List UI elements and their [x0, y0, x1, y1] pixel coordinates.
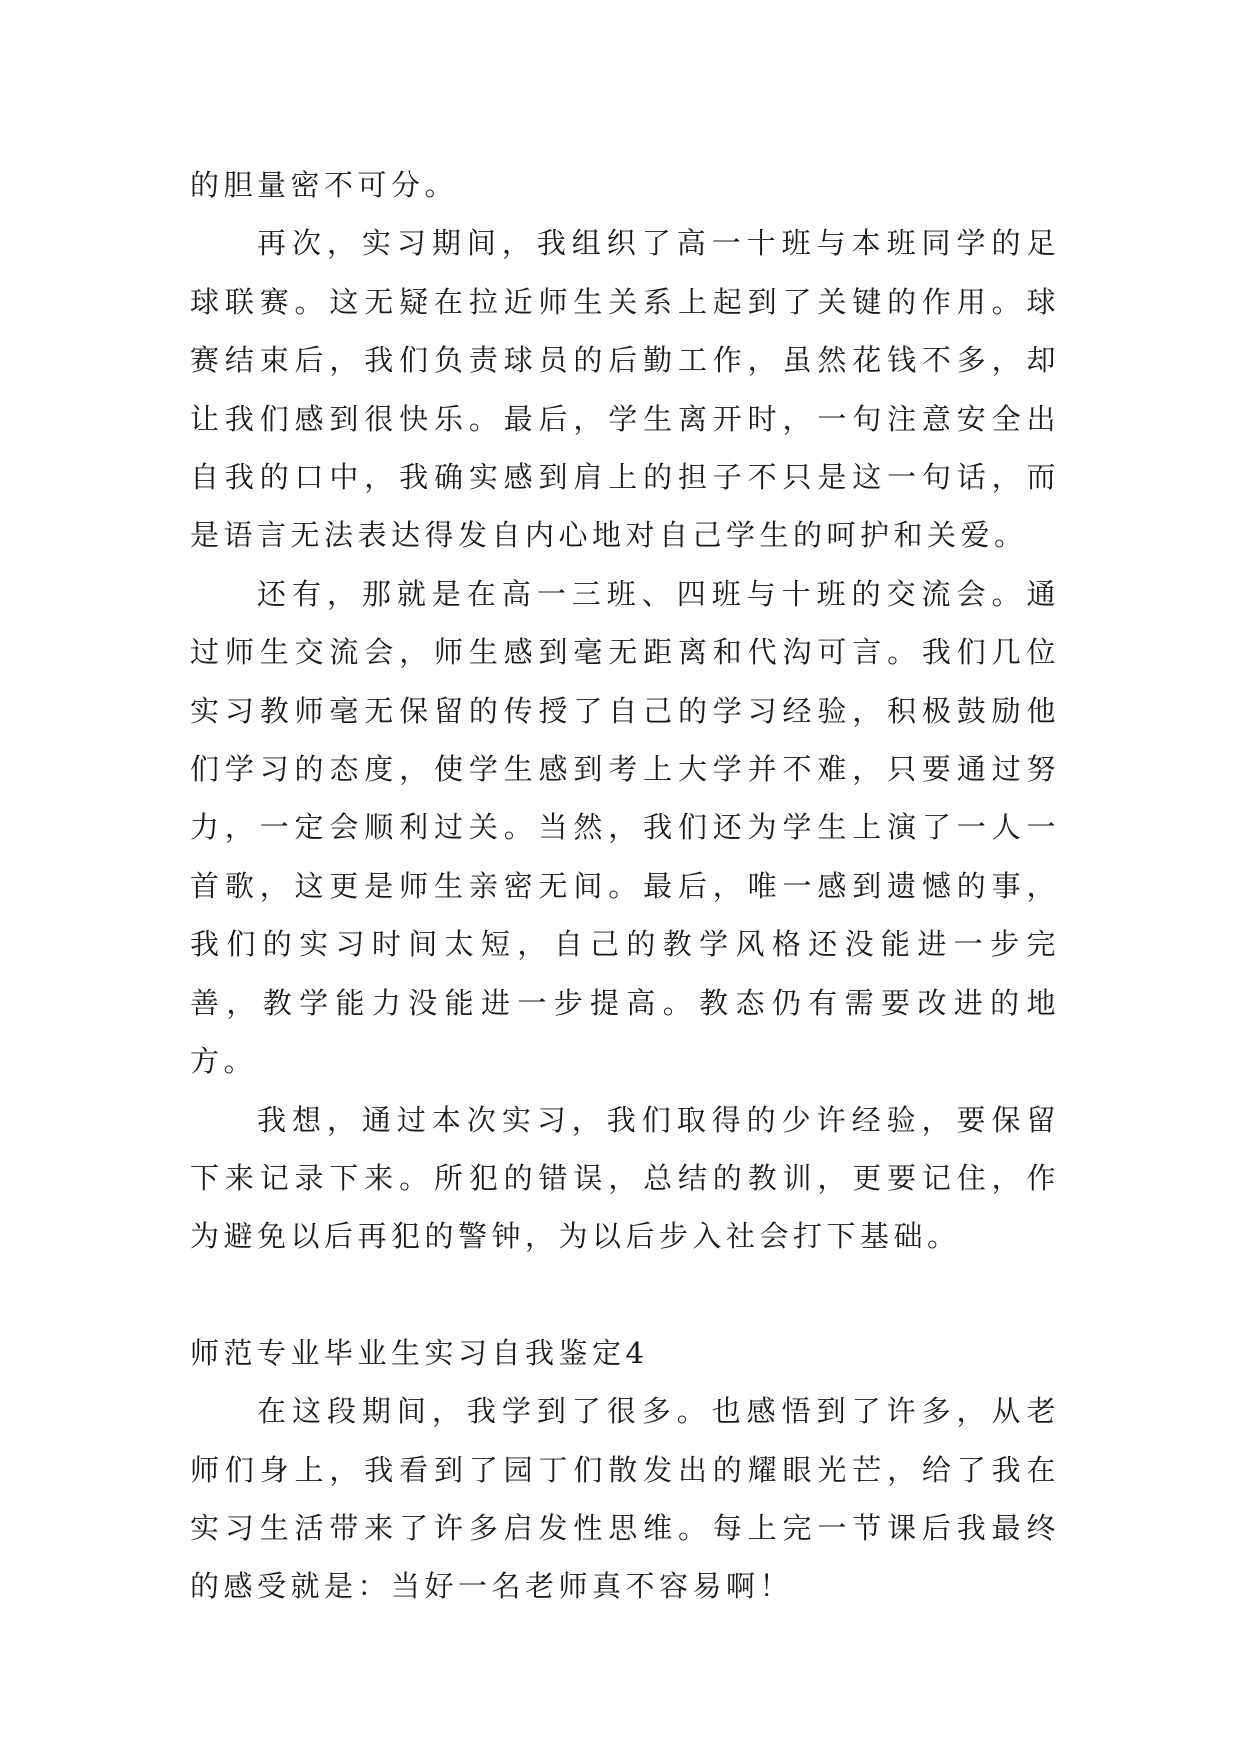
paragraph-exchange-meeting: 还有，那就是在高一三班、四班与十班的交流会。通过师生交流会，师生感到毫无距离和代沟可言。我们几位实习教师毫无保留的传授了自己的学习经验，积极鼓励他们学习的态度，使学生感到考上大学并不难，只要通过努力，一定会顺利过关。当然，我们还为学生上演了一人一首歌，这更是师生亲密无间。最后，唯一感到遗憾的事，我们的实习时间太短，自己的教学风格还没能进一步完善，教学能力没能进一步提高。教态仍有需要改进的地方。 — [190, 576, 1060, 1079]
section-heading: 师范专业毕业生实习自我鉴定4 — [190, 1335, 649, 1370]
paragraph-reflection: 我想，通过本次实习，我们取得的少许经验，要保留下来记录下来。所犯的错误，总结的教训，更要记住，作为避免以后再犯的警钟，为以后步入社会打下基础。 — [190, 1102, 1060, 1254]
document-body — [190, 156, 1060, 1616]
paragraph-continuation: 的胆量密不可分。 — [190, 168, 459, 202]
section-spacer — [190, 1266, 1060, 1324]
paragraph-football-match: 再次，实习期间，我组织了高一十班与本班同学的足球联赛。这无疑在拉近师生关系上起到了关键的作用。球赛结束后，我们负责球员的后勤工作，虽然花钱不多，却让我们感到很快乐。最后，学生离开时，一句注意安全出自我的口中，我确实感到肩上的担子不只是这一句话，而是语言无法表达得发自内心地对自己学生的呵护和关爱。 — [190, 226, 1060, 553]
paragraph-learning: 在这段期间，我学到了很多。也感悟到了许多，从老师们身上，我看到了园丁们散发出的耀眼光芒，给了我在实习生活带来了许多启发性思维。每上完一节课后我最终的感受就是：当好一名老师真不容易啊！ — [190, 1394, 1060, 1604]
